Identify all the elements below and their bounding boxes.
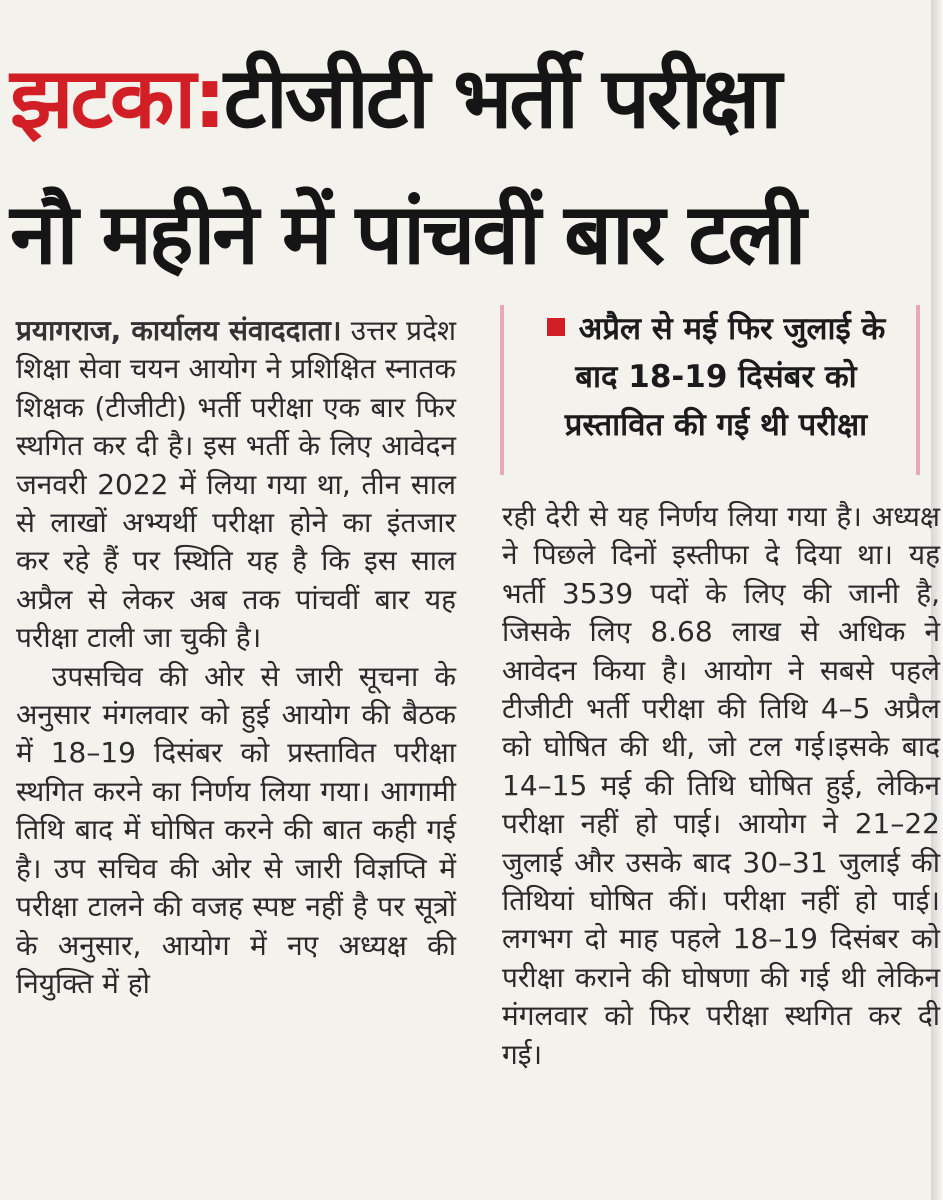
paragraph-1-text: उत्तर प्रदेश शिक्षा सेवा चयन आयोग ने प्रशिक्षित स्नातक शिक्षक (टीजीटी) भर्ती परीक्षा एक बार फिर स्थगित कर दी है। इस भर्ती के लिए आवेदन जनवरी 2022 में लिया गया था, तीन साल से लाखों अभ्यर्थी परीक्षा होने का इंतजार कर रहे हैं पर स्थिति यह है कि इस साल अप्रैल से लेकर अब तक पांचवीं बार यह परीक्षा टाली जा चुकी है। — [16, 314, 456, 655]
headline-line-2: नौ महीने में पांचवीं बार टली — [10, 185, 804, 283]
headline-prefix: झटका: — [10, 49, 224, 147]
article-paragraph-1 — [16, 312, 456, 658]
article-paragraph-2: उपसचिव की ओर से जारी सूचना के अनुसार मंगलवार को हुई आयोग की बैठक में 18–19 दिसंबर को प्रस्तावित परीक्षा स्थगित करने का निर्णय लिया गया। आगामी तिथि बाद में घोषित करने की बात कही गई है। उप सचिव की ओर से जारी विज्ञप्ति में परीक्षा टालने की वजह स्पष्ट नहीं है पर सूत्रों के अनुसार, आयोग में नए अध्यक्ष की नियुक्ति में हो — [16, 659, 456, 1000]
article-column-left — [16, 312, 456, 1200]
red-square-bullet-icon — [547, 318, 565, 336]
highlight-box — [500, 305, 920, 475]
highlight-text: अप्रैल से मई फिर जुलाई के बाद 18-19 दिसंबर को प्रस्तावित की गई थी परीक्षा — [564, 311, 886, 443]
dateline: प्रयागराज, कार्यालय संवाददाता। — [16, 314, 342, 347]
article-column-right — [502, 498, 940, 1200]
headline — [10, 48, 930, 284]
headline-line-1 — [10, 48, 930, 148]
headline-line-1-text: टीजीटी भर्ती परीक्षा — [223, 49, 779, 147]
article-paragraph-3: रही देरी से यह निर्णय लिया गया है। अध्यक्ष ने पिछले दिनों इस्तीफा दे दिया था। यह भर्ती 3539 पदों के लिए की जानी है, जिसके लिए 8.68 लाख से अधिक ने आवेदन किया है। आयोग ने सबसे पहले टीजीटी भर्ती परीक्षा की तिथि 4–5 अप्रैल को घोषित की थी, जो टल गई।इसके बाद 14–15 मई की तिथि घोषित हुई, लेकिन परीक्षा नहीं हो पाई। आयोग ने 21–22 जुलाई और उसके बाद 30–31 जुलाई की तिथियां घोषित कीं। परीक्षा नहीं हो पाई। लगभग दो माह पहले 18–19 दिसंबर को परीक्षा कराने की घोषणा की गई थी लेकिन मंगलवार को फिर परीक्षा स्थगित कर दी गई। — [502, 500, 940, 1071]
